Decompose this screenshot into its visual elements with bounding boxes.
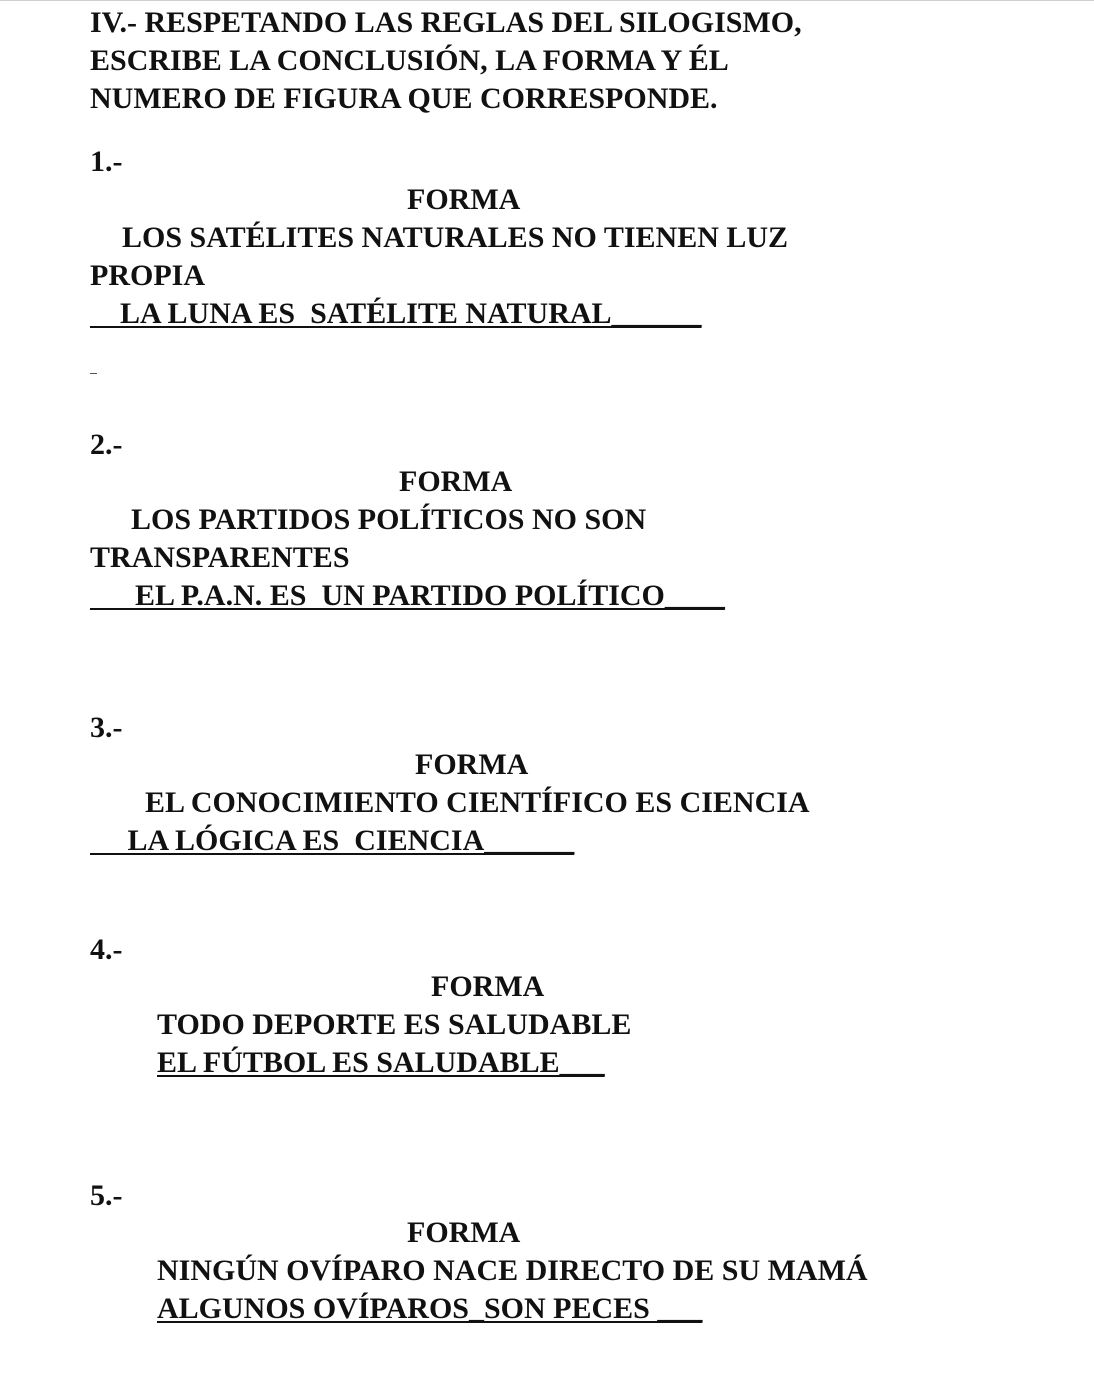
item-4-premise-major: TODO DEPORTE ES SALUDABLE [157,1008,632,1041]
item-1-premise-minor: LA LUNA ES SATÉLITE NATURAL______ [90,297,702,330]
item-3-premise-minor: LA LÓGICA ES CIENCIA______ [90,824,575,857]
heading-line-2: ESCRIBE LA CONCLUSIÓN, LA FORMA Y ÉL [90,44,729,77]
item-4-premise-minor: EL FÚTBOL ES SALUDABLE___ [157,1046,605,1079]
item-3-premise-major: EL CONOCIMIENTO CIENTÍFICO ES CIENCIA [145,786,810,819]
heading-line-1: IV.- RESPETANDO LAS REGLAS DEL SILOGISMO, [90,6,802,39]
item-1-premise-major-cont: PROPIA [90,259,205,292]
item-5-number: 5.- [90,1179,123,1212]
item-1-premise-major: LOS SATÉLITES NATURALES NO TIENEN LUZ [122,221,789,254]
page-top-border [0,0,1094,1]
heading-line-3: NUMERO DE FIGURA QUE CORRESPONDE. [90,82,718,115]
item-1-number: 1.- [90,145,123,178]
item-2-premise-major: LOS PARTIDOS POLÍTICOS NO SON [131,503,647,536]
item-2-premise-minor: EL P.A.N. ES UN PARTIDO POLÍTICO____ [90,579,725,612]
item-2-number: 2.- [90,428,123,461]
item-1-forma-label: FORMA [407,183,521,216]
item-2-premise-major-cont: TRANSPARENTES [90,541,350,574]
item-5-premise-minor: ALGUNOS OVÍPAROS_SON PECES ___ [157,1292,703,1325]
item-2-forma-label: FORMA [399,465,513,498]
item-5-premise-major: NINGÚN OVÍPARO NACE DIRECTO DE SU MAMÁ [157,1254,868,1287]
item-3-forma-label: FORMA [415,748,529,781]
item-3-number: 3.- [90,711,123,744]
item-5-forma-label: FORMA [407,1216,521,1249]
item-4-forma-label: FORMA [431,970,545,1003]
stray-mark [90,373,97,374]
item-4-number: 4.- [90,933,123,966]
